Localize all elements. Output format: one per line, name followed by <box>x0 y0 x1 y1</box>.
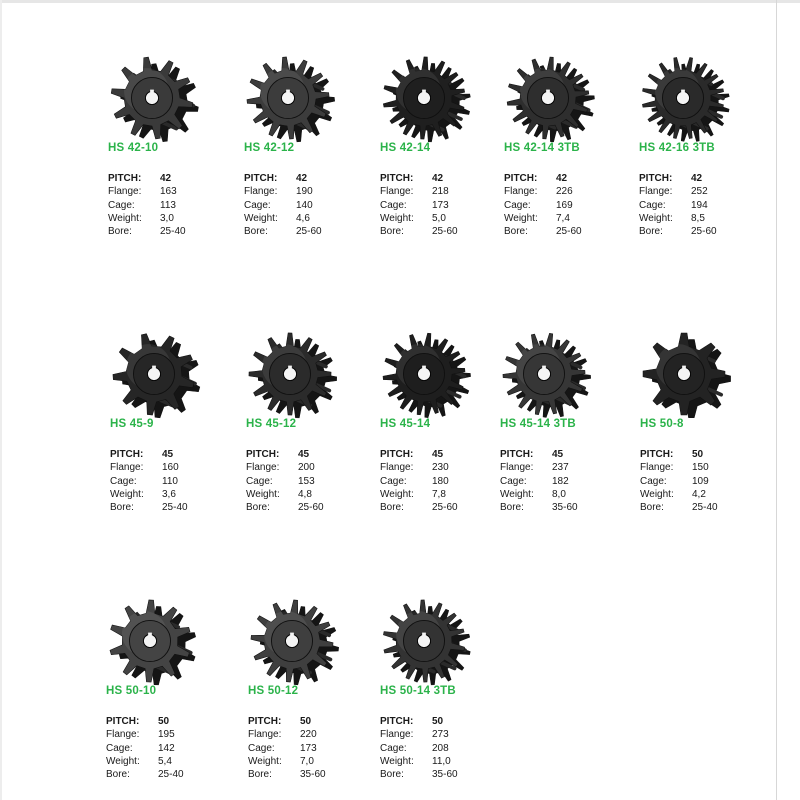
spec-row-bore <box>639 225 717 238</box>
spec-label: Weight: <box>244 212 278 224</box>
spec-label: PITCH: <box>106 716 140 727</box>
spec-value: 142 <box>158 742 175 754</box>
spec-label: PITCH: <box>639 173 673 184</box>
spec-label: Flange: <box>500 462 534 474</box>
spec-label: Cage: <box>248 742 275 754</box>
spec-label: Bore: <box>380 769 404 781</box>
spec-label: Cage: <box>639 199 666 211</box>
product-card <box>380 585 515 800</box>
spec-label: Flange: <box>504 186 538 198</box>
top-border <box>0 0 800 3</box>
spec-label: Flange: <box>108 186 142 198</box>
product-card <box>110 318 245 533</box>
product-title: HS 42-14 <box>380 142 431 154</box>
spec-label: Bore: <box>108 226 132 238</box>
spec-list <box>248 715 326 781</box>
sprocket-image <box>368 585 480 697</box>
spec-row-pitch <box>380 448 458 461</box>
spec-value: 220 <box>300 729 317 741</box>
sprocket-image <box>627 42 739 154</box>
spec-list <box>500 448 578 514</box>
spec-value: 42 <box>432 173 444 184</box>
spec-value: 35-60 <box>552 502 578 514</box>
spec-label: Cage: <box>640 475 667 487</box>
spec-label: PITCH: <box>110 449 144 460</box>
spec-row-flange <box>244 185 322 198</box>
spec-label: Cage: <box>380 199 407 211</box>
product-title: HS 42-16 3TB <box>639 142 715 154</box>
spec-row-weight <box>106 755 184 768</box>
spec-value: 226 <box>556 186 573 198</box>
spec-list <box>380 448 458 514</box>
sprocket-image <box>232 42 344 154</box>
spec-value: 8,0 <box>552 488 566 500</box>
sprocket-image <box>98 318 210 430</box>
spec-label: Weight: <box>380 755 414 767</box>
spec-label: Weight: <box>106 755 140 767</box>
sprocket-image <box>368 42 480 154</box>
spec-label: Flange: <box>110 462 144 474</box>
spec-row-weight <box>248 755 326 768</box>
spec-row-flange <box>110 461 188 474</box>
spec-row-cage <box>380 199 458 212</box>
spec-value: 237 <box>552 462 569 474</box>
spec-label: Cage: <box>380 742 407 754</box>
spec-row-cage <box>106 742 184 755</box>
spec-label: Weight: <box>110 488 144 500</box>
spec-label: Flange: <box>244 186 278 198</box>
spec-value: 180 <box>432 475 449 487</box>
spec-row-pitch <box>380 715 458 728</box>
product-title: HS 50-10 <box>106 685 157 697</box>
spec-row-weight <box>639 212 717 225</box>
spec-row-pitch <box>108 172 186 185</box>
spec-row-weight <box>380 212 458 225</box>
spec-label: PITCH: <box>108 173 142 184</box>
spec-value: 163 <box>160 186 177 198</box>
spec-row-flange <box>500 461 578 474</box>
spec-row-pitch <box>248 715 326 728</box>
spec-row-pitch <box>500 448 578 461</box>
product-title: HS 45-14 3TB <box>500 418 576 430</box>
spec-label: Weight: <box>246 488 280 500</box>
spec-row-bore <box>106 768 184 781</box>
spec-value: 173 <box>300 742 317 754</box>
spec-label: PITCH: <box>380 173 414 184</box>
product-title: HS 45-9 <box>110 418 154 430</box>
spec-row-pitch <box>244 172 322 185</box>
spec-label: Bore: <box>246 502 270 514</box>
spec-label: Flange: <box>106 729 140 741</box>
spec-value: 4,2 <box>692 488 706 500</box>
spec-row-pitch <box>246 448 324 461</box>
spec-value: 25-60 <box>432 502 458 514</box>
spec-row-bore <box>380 768 458 781</box>
spec-value: 150 <box>692 462 709 474</box>
spec-value: 25-40 <box>160 226 186 238</box>
spec-label: Weight: <box>380 212 414 224</box>
spec-label: Bore: <box>500 502 524 514</box>
spec-value: 45 <box>432 449 444 460</box>
spec-value: 252 <box>691 186 708 198</box>
spec-value: 25-60 <box>432 226 458 238</box>
spec-value: 140 <box>296 199 313 211</box>
spec-row-flange <box>504 185 582 198</box>
spec-value: 45 <box>298 449 310 460</box>
spec-row-weight <box>244 212 322 225</box>
spec-list <box>380 172 458 238</box>
spec-row-pitch <box>106 715 184 728</box>
spec-row-flange <box>380 185 458 198</box>
spec-value: 160 <box>162 462 179 474</box>
spec-value: 194 <box>691 199 708 211</box>
spec-row-bore <box>380 225 458 238</box>
spec-label: Weight: <box>248 755 282 767</box>
spec-value: 25-60 <box>691 226 717 238</box>
spec-value: 3,6 <box>162 488 176 500</box>
spec-value: 25-40 <box>692 502 718 514</box>
spec-row-bore <box>500 501 578 514</box>
spec-label: Bore: <box>244 226 268 238</box>
spec-row-weight <box>500 488 578 501</box>
spec-value: 45 <box>162 449 174 460</box>
product-card <box>640 318 775 533</box>
spec-label: PITCH: <box>380 449 414 460</box>
spec-row-weight <box>380 488 458 501</box>
spec-label: Weight: <box>380 488 414 500</box>
spec-row-cage <box>108 199 186 212</box>
spec-row-bore <box>110 501 188 514</box>
spec-value: 208 <box>432 742 449 754</box>
spec-value: 182 <box>552 475 569 487</box>
spec-value: 35-60 <box>300 769 326 781</box>
product-title: HS 42-10 <box>108 142 159 154</box>
spec-value: 4,8 <box>298 488 312 500</box>
spec-label: Bore: <box>110 502 134 514</box>
spec-row-bore <box>640 501 718 514</box>
spec-label: Flange: <box>639 186 673 198</box>
product-card <box>639 42 774 257</box>
spec-label: PITCH: <box>640 449 674 460</box>
spec-value: 110 <box>162 475 178 487</box>
spec-value: 113 <box>160 199 176 211</box>
spec-label: Cage: <box>500 475 527 487</box>
sprocket-image <box>96 42 208 154</box>
spec-value: 7,4 <box>556 212 570 224</box>
spec-list <box>244 172 322 238</box>
spec-value: 45 <box>552 449 564 460</box>
spec-row-cage <box>639 199 717 212</box>
spec-row-bore <box>504 225 582 238</box>
spec-value: 42 <box>691 173 703 184</box>
spec-list <box>110 448 188 514</box>
spec-label: Flange: <box>380 186 414 198</box>
product-card <box>504 42 639 257</box>
product-card <box>244 42 379 257</box>
spec-row-cage <box>246 475 324 488</box>
spec-label: PITCH: <box>246 449 280 460</box>
sprocket-image <box>236 585 348 697</box>
spec-value: 42 <box>296 173 308 184</box>
spec-value: 5,4 <box>158 755 172 767</box>
product-title: HS 45-14 <box>380 418 431 430</box>
spec-row-weight <box>110 488 188 501</box>
spec-row-weight <box>504 212 582 225</box>
spec-label: Flange: <box>246 462 280 474</box>
spec-row-pitch <box>640 448 718 461</box>
spec-label: Bore: <box>640 502 664 514</box>
spec-label: Cage: <box>244 199 271 211</box>
spec-label: Weight: <box>108 212 142 224</box>
product-card <box>108 42 243 257</box>
sprocket-image <box>492 42 604 154</box>
spec-value: 50 <box>432 716 444 727</box>
spec-list <box>639 172 717 238</box>
spec-label: Bore: <box>380 226 404 238</box>
spec-value: 5,0 <box>432 212 446 224</box>
spec-value: 35-60 <box>432 769 458 781</box>
spec-value: 11,0 <box>432 755 451 767</box>
spec-row-flange <box>106 728 184 741</box>
spec-value: 4,6 <box>296 212 310 224</box>
product-title: HS 45-12 <box>246 418 297 430</box>
spec-label: Cage: <box>246 475 273 487</box>
spec-value: 190 <box>296 186 313 198</box>
product-title: HS 50-14 3TB <box>380 685 456 697</box>
spec-value: 42 <box>556 173 568 184</box>
spec-row-flange <box>380 461 458 474</box>
spec-label: Cage: <box>380 475 407 487</box>
spec-label: Bore: <box>380 502 404 514</box>
spec-label: Flange: <box>640 462 674 474</box>
product-title: HS 50-12 <box>248 685 299 697</box>
spec-row-cage <box>380 742 458 755</box>
spec-label: Cage: <box>108 199 135 211</box>
spec-label: Cage: <box>106 742 133 754</box>
spec-label: Weight: <box>500 488 534 500</box>
spec-value: 50 <box>158 716 170 727</box>
spec-label: Bore: <box>248 769 272 781</box>
product-title: HS 42-14 3TB <box>504 142 580 154</box>
spec-label: Weight: <box>640 488 674 500</box>
spec-value: 50 <box>300 716 312 727</box>
spec-label: PITCH: <box>380 716 414 727</box>
product-title: HS 42-12 <box>244 142 295 154</box>
spec-value: 3,0 <box>160 212 174 224</box>
spec-row-bore <box>380 501 458 514</box>
spec-value: 25-40 <box>162 502 188 514</box>
spec-label: PITCH: <box>244 173 278 184</box>
spec-row-cage <box>110 475 188 488</box>
spec-label: Weight: <box>639 212 673 224</box>
spec-row-flange <box>246 461 324 474</box>
spec-value: 50 <box>692 449 704 460</box>
spec-row-cage <box>504 199 582 212</box>
spec-value: 25-60 <box>296 226 322 238</box>
spec-label: PITCH: <box>500 449 534 460</box>
spec-row-flange <box>380 728 458 741</box>
spec-label: PITCH: <box>504 173 538 184</box>
spec-row-bore <box>248 768 326 781</box>
spec-row-pitch <box>504 172 582 185</box>
product-title: HS 50-8 <box>640 418 684 430</box>
spec-row-bore <box>246 501 324 514</box>
spec-row-pitch <box>110 448 188 461</box>
spec-label: Flange: <box>248 729 282 741</box>
spec-label: Bore: <box>106 769 130 781</box>
spec-label: Cage: <box>110 475 137 487</box>
spec-list <box>380 715 458 781</box>
spec-label: Cage: <box>504 199 531 211</box>
spec-value: 7,0 <box>300 755 314 767</box>
sprocket-image <box>94 585 206 697</box>
spec-value: 7,8 <box>432 488 446 500</box>
spec-row-flange <box>639 185 717 198</box>
spec-value: 25-60 <box>556 226 582 238</box>
spec-row-flange <box>248 728 326 741</box>
spec-row-weight <box>640 488 718 501</box>
spec-row-bore <box>108 225 186 238</box>
right-border <box>776 0 777 800</box>
spec-row-pitch <box>380 172 458 185</box>
spec-value: 8,5 <box>691 212 705 224</box>
spec-list <box>106 715 184 781</box>
spec-row-flange <box>108 185 186 198</box>
spec-row-cage <box>640 475 718 488</box>
spec-label: PITCH: <box>248 716 282 727</box>
sprocket-image <box>234 318 346 430</box>
spec-row-weight <box>380 755 458 768</box>
spec-row-cage <box>248 742 326 755</box>
spec-row-weight <box>108 212 186 225</box>
spec-row-flange <box>640 461 718 474</box>
spec-label: Flange: <box>380 729 414 741</box>
spec-value: 173 <box>432 199 449 211</box>
spec-value: 169 <box>556 199 573 211</box>
spec-row-bore <box>244 225 322 238</box>
spec-row-weight <box>246 488 324 501</box>
spec-row-cage <box>380 475 458 488</box>
sprocket-image <box>368 318 480 430</box>
spec-value: 273 <box>432 729 449 741</box>
spec-value: 153 <box>298 475 315 487</box>
product-card <box>246 318 381 533</box>
spec-label: Bore: <box>504 226 528 238</box>
sprocket-image <box>488 318 600 430</box>
spec-list <box>640 448 718 514</box>
spec-row-cage <box>244 199 322 212</box>
spec-label: Bore: <box>639 226 663 238</box>
spec-list <box>246 448 324 514</box>
spec-row-pitch <box>639 172 717 185</box>
sprocket-image <box>628 318 740 430</box>
spec-value: 109 <box>692 475 709 487</box>
spec-value: 218 <box>432 186 449 198</box>
spec-value: 195 <box>158 729 175 741</box>
spec-row-cage <box>500 475 578 488</box>
spec-value: 25-40 <box>158 769 184 781</box>
spec-list <box>504 172 582 238</box>
spec-list <box>108 172 186 238</box>
spec-label: Flange: <box>380 462 414 474</box>
spec-value: 25-60 <box>298 502 324 514</box>
spec-value: 230 <box>432 462 449 474</box>
spec-label: Weight: <box>504 212 538 224</box>
product-card <box>106 585 241 800</box>
left-border <box>0 0 2 800</box>
spec-value: 42 <box>160 173 172 184</box>
spec-value: 200 <box>298 462 315 474</box>
product-card <box>248 585 383 800</box>
product-card <box>500 318 635 533</box>
